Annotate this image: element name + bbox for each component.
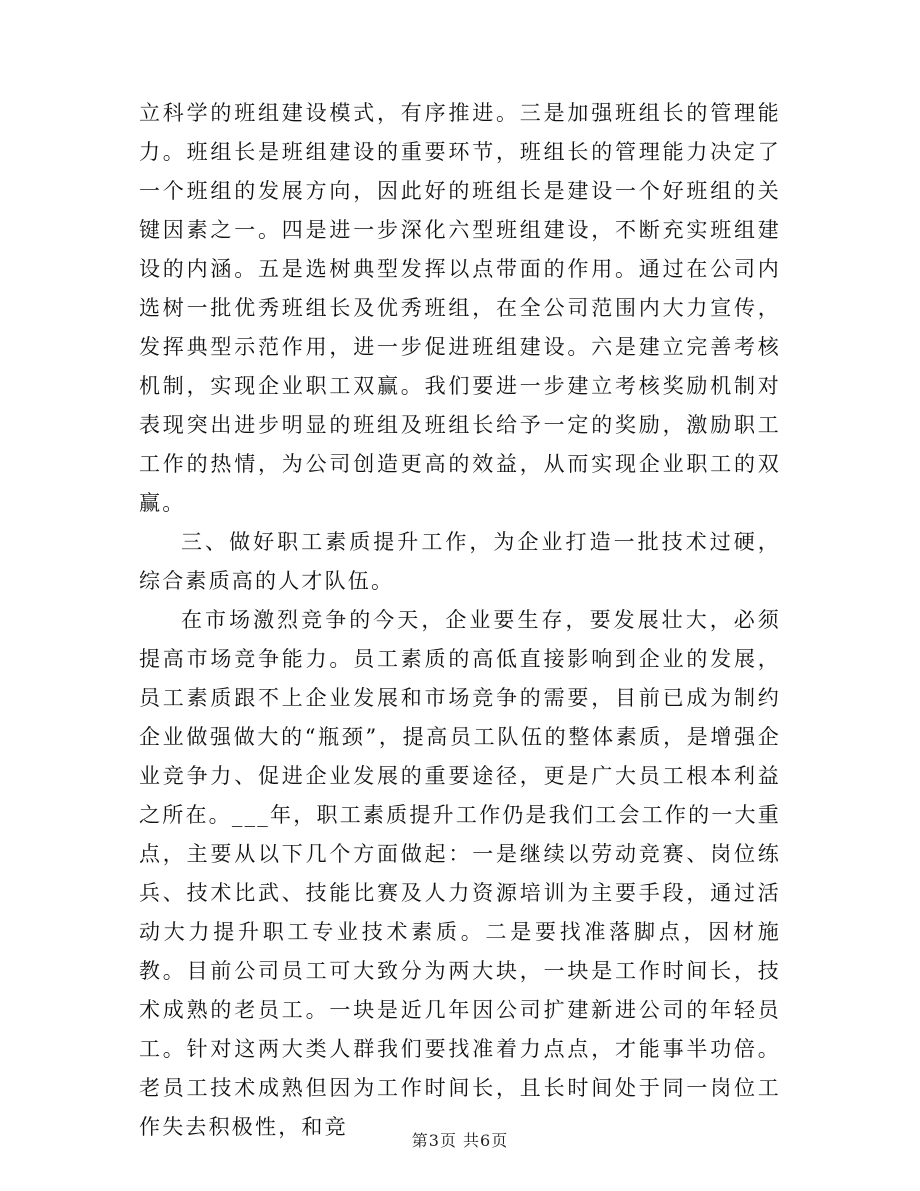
page-number-footer: 第3页 共6页 [411,1131,509,1150]
paragraph-body: 在市场激烈竞争的今天，企业要生存，要发展壮大，必须提高市场竞争能力。员工素质的高低直接影响到企业的发展，员工素质跟不上企业发展和市场竞争的需要，目前已成为制约企业做强做大的“瓶颈”，提高员工队伍的整体素质，是增强企业竞争力、促进企业发展的重要途径，更是广大员工根本利益之所在。___年，职工素质提升工作仍是我们工会工作的一大重点，主要从以下几个方面做起：一是继续以劳动竞赛、岗位练兵、技术比武、技能比赛及人力资源培训为主要手段，通过活动大力提升职工专业技术素质。二是要找准落脚点，因材施教。目前公司员工可大致分为两大块，一块是工作时间长，技术成熟的老员工。一块是近几年因公司扩建新进公司的年轻员工。针对这两大类人群我们要找准着力点点，才能事半功倍。老员工技术成熟但因为工作时间长，且长时间处于同一岗位工作失去积极性，和竞 [139,608,781,1139]
section-heading-three: 三、做好职工素质提升工作，为企业打造一批技术过硬，综合素质高的人才队伍。 [139,530,781,593]
paragraph-continuation: 立科学的班组建设模式，有序推进。三是加强班组长的管理能力。班组长是班组建设的重要环节，班组长的管理能力决定了一个班组的发展方向，因此好的班组长是建设一个好班组的关键因素之一。四是进一步深化六型班组建设，不断充实班组建设的内涵。五是选树典型发挥以点带面的作用。通过在公司内选树一批优秀班组长及优秀班组，在全公司范围内大力宣传，发挥典型示范作用，进一步促进班组建设。六是建立完善考核机制，实现企业职工双赢。我们要进一步建立考核奖励机制对表现突出进步明显的班组及班组长给予一定的奖励，激励职工工作的热情，为公司创造更高的效益，从而实现企业职工的双赢。 [139,101,781,515]
document-body [139,94,781,1147]
